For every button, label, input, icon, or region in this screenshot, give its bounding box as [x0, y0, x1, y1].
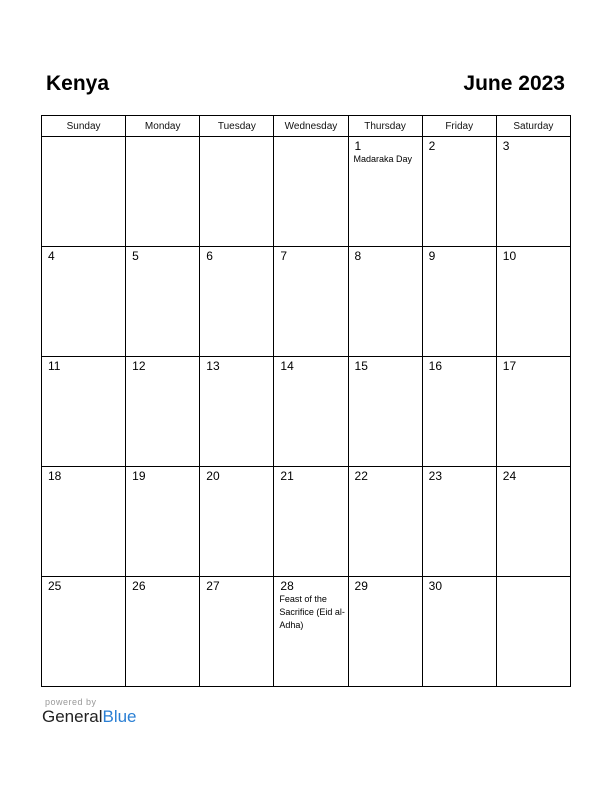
weekday-wednesday: Wednesday — [274, 116, 348, 137]
day-number: 19 — [132, 469, 146, 483]
day-cell[interactable] — [422, 577, 496, 687]
day-number: 25 — [48, 579, 62, 593]
day-number: 30 — [428, 579, 443, 593]
brand-general: General — [42, 707, 103, 726]
week-row — [42, 577, 571, 687]
day-cell[interactable] — [200, 247, 274, 357]
weekday-tuesday: Tuesday — [200, 116, 274, 137]
day-cell[interactable] — [496, 467, 570, 577]
day-number: 22 — [354, 469, 368, 483]
holiday-label: Feast of the Sacrifice (Eid al-Adha) — [279, 594, 345, 630]
day-number — [497, 577, 570, 579]
day-cell[interactable] — [422, 467, 496, 577]
day-number: 17 — [502, 359, 517, 373]
day-cell[interactable] — [200, 357, 274, 467]
day-cell[interactable] — [200, 467, 274, 577]
calendar-grid — [41, 115, 571, 687]
day-cell — [496, 577, 570, 687]
day-number: 8 — [354, 249, 362, 263]
day-number: 28 — [280, 579, 294, 593]
day-number — [42, 137, 125, 139]
day-number: 1 — [354, 139, 362, 153]
weekday-thursday: Thursday — [348, 116, 422, 137]
brand-blue: Blue — [102, 707, 137, 726]
day-cell[interactable] — [126, 467, 200, 577]
weekday-monday: Monday — [126, 116, 200, 137]
day-number: 3 — [502, 139, 510, 153]
day-number: 13 — [206, 359, 220, 373]
day-number: 7 — [280, 249, 288, 263]
day-number: 16 — [428, 359, 443, 373]
day-cell — [126, 137, 200, 247]
day-cell — [274, 137, 348, 247]
day-cell[interactable] — [422, 357, 496, 467]
day-cell[interactable] — [348, 137, 422, 247]
day-number: 2 — [428, 139, 436, 153]
day-number: 24 — [502, 469, 517, 483]
day-number — [200, 137, 273, 139]
generalblue-logo[interactable] — [42, 707, 137, 727]
weekday-header-row — [42, 116, 571, 137]
weekday-friday: Friday — [422, 116, 496, 137]
holiday-label: Madaraka Day — [353, 154, 413, 164]
day-cell — [42, 137, 126, 247]
weekday-saturday: Saturday — [496, 116, 570, 137]
day-number: 10 — [502, 249, 517, 263]
week-row — [42, 247, 571, 357]
day-cell[interactable] — [42, 577, 126, 687]
week-row — [42, 137, 571, 247]
day-cell[interactable] — [126, 357, 200, 467]
day-cell — [200, 137, 274, 247]
day-cell[interactable] — [422, 247, 496, 357]
footer-branding — [42, 697, 137, 727]
day-cell[interactable] — [348, 357, 422, 467]
day-number: 23 — [428, 469, 443, 483]
day-cell[interactable] — [126, 247, 200, 357]
day-cell[interactable] — [126, 577, 200, 687]
day-number: 15 — [354, 359, 368, 373]
day-cell[interactable] — [274, 467, 348, 577]
weekday-sunday: Sunday — [42, 116, 126, 137]
day-cell[interactable] — [200, 577, 274, 687]
day-number: 18 — [48, 469, 62, 483]
day-cell[interactable] — [496, 137, 570, 247]
day-number: 5 — [132, 249, 139, 263]
day-cell[interactable] — [42, 247, 126, 357]
day-cell[interactable] — [274, 357, 348, 467]
day-number: 12 — [132, 359, 146, 373]
day-number: 14 — [280, 359, 294, 373]
day-number — [274, 137, 347, 139]
powered-by-text: powered by — [45, 697, 97, 707]
day-cell[interactable] — [348, 247, 422, 357]
day-cell[interactable] — [348, 577, 422, 687]
day-cell[interactable] — [42, 357, 126, 467]
day-number: 27 — [206, 579, 220, 593]
day-number: 21 — [280, 469, 294, 483]
country-title: Kenya — [46, 72, 110, 95]
day-cell[interactable] — [496, 357, 570, 467]
day-number — [126, 137, 199, 139]
day-cell[interactable] — [274, 577, 348, 687]
day-cell[interactable] — [496, 247, 570, 357]
day-cell[interactable] — [42, 467, 126, 577]
day-number: 11 — [48, 359, 61, 373]
week-row — [42, 357, 571, 467]
day-cell[interactable] — [274, 247, 348, 357]
day-cell[interactable] — [422, 137, 496, 247]
week-row — [42, 467, 571, 577]
day-number: 6 — [206, 249, 213, 263]
day-number: 29 — [354, 579, 368, 593]
month-year-title: June 2023 — [463, 72, 565, 95]
day-cell[interactable] — [348, 467, 422, 577]
day-number: 4 — [48, 249, 55, 263]
day-number: 9 — [428, 249, 436, 263]
day-number: 26 — [132, 579, 146, 593]
day-number: 20 — [206, 469, 220, 483]
